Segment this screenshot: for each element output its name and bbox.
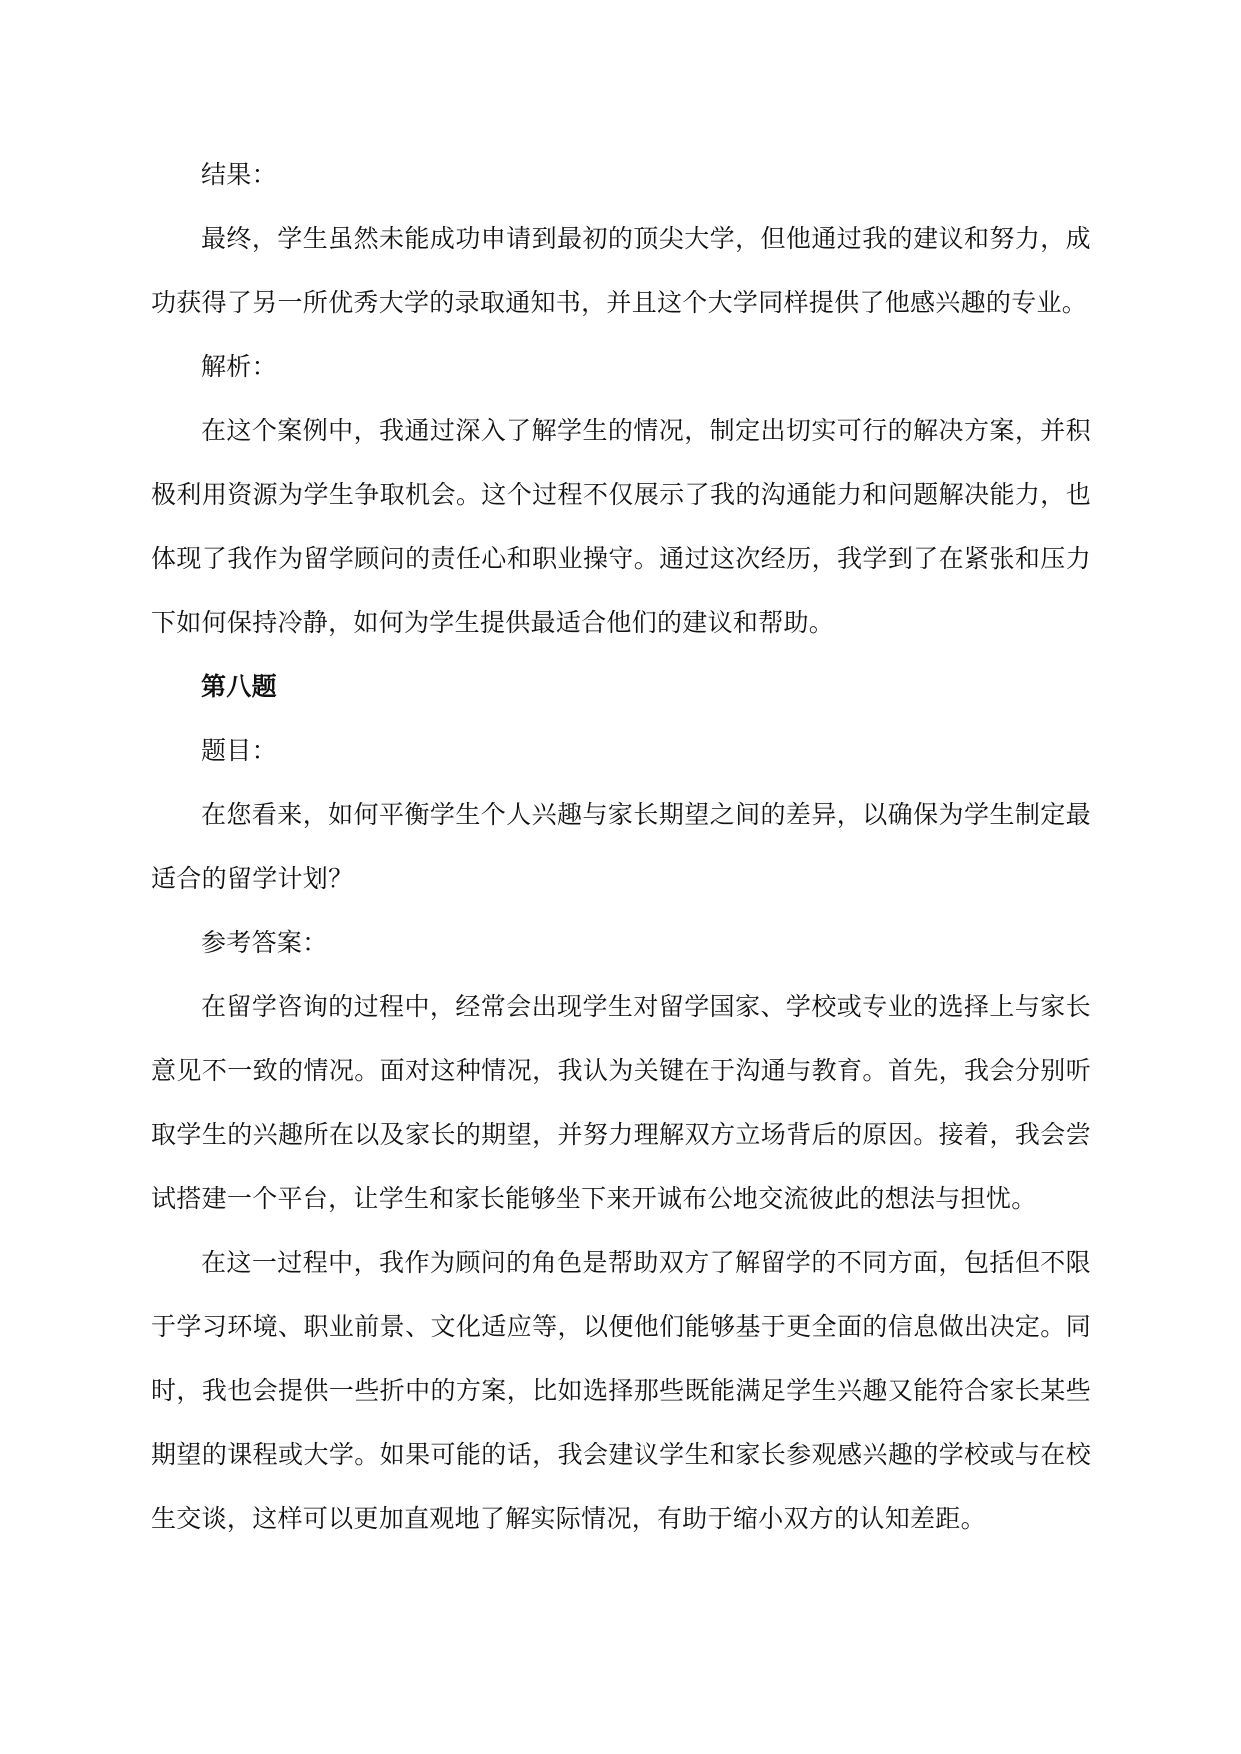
answer-paragraph-2: 在这一过程中，我作为顾问的角色是帮助双方了解留学的不同方面，包括但不限于学习环境、职业前景、文化适应等，以便他们能够基于更全面的信息做出决定。同时，我也会提供一些折中的方案，比如选择那些既能满足学生兴趣又能符合家长某些期望的课程或大学。如果可能的话，我会建议学生和家长参观感兴趣的学校或与在校生交谈，这样可以更加直观地了解实际情况，有助于缩小双方的认知差距。 <box>151 1248 1091 1533</box>
result-label: 结果： <box>201 160 277 189</box>
question-label: 题目： <box>201 736 277 765</box>
analysis-paragraph: 在这个案例中，我通过深入了解学生的情况，制定出切实可行的解决方案，并积极利用资源为学生争取机会。这个过程不仅展示了我的沟通能力和问题解决能力，也体现了我作为留学顾问的责任心和职业操守。通过这次经历，我学到了在紧张和压力下如何保持冷静，如何为学生提供最适合他们的建议和帮助。 <box>151 416 1091 637</box>
question-8-heading: 第八题 <box>201 672 277 701</box>
question-paragraph: 在您看来，如何平衡学生个人兴趣与家长期望之间的差异，以确保为学生制定最适合的留学计划？ <box>151 800 1091 893</box>
answer-label: 参考答案： <box>201 928 328 957</box>
analysis-label: 解析： <box>201 352 277 381</box>
document-body <box>151 143 1091 1551</box>
result-paragraph: 最终，学生虽然未能成功申请到最初的顶尖大学，但他通过我的建议和努力，成功获得了另一所优秀大学的录取通知书，并且这个大学同样提供了他感兴趣的专业。 <box>151 224 1091 317</box>
answer-paragraph-1: 在留学咨询的过程中，经常会出现学生对留学国家、学校或专业的选择上与家长意见不一致的情况。面对这种情况，我认为关键在于沟通与教育。首先，我会分别听取学生的兴趣所在以及家长的期望，并努力理解双方立场背后的原因。接着，我会尝试搭建一个平台，让学生和家长能够坐下来开诚布公地交流彼此的想法与担忧。 <box>151 992 1091 1213</box>
